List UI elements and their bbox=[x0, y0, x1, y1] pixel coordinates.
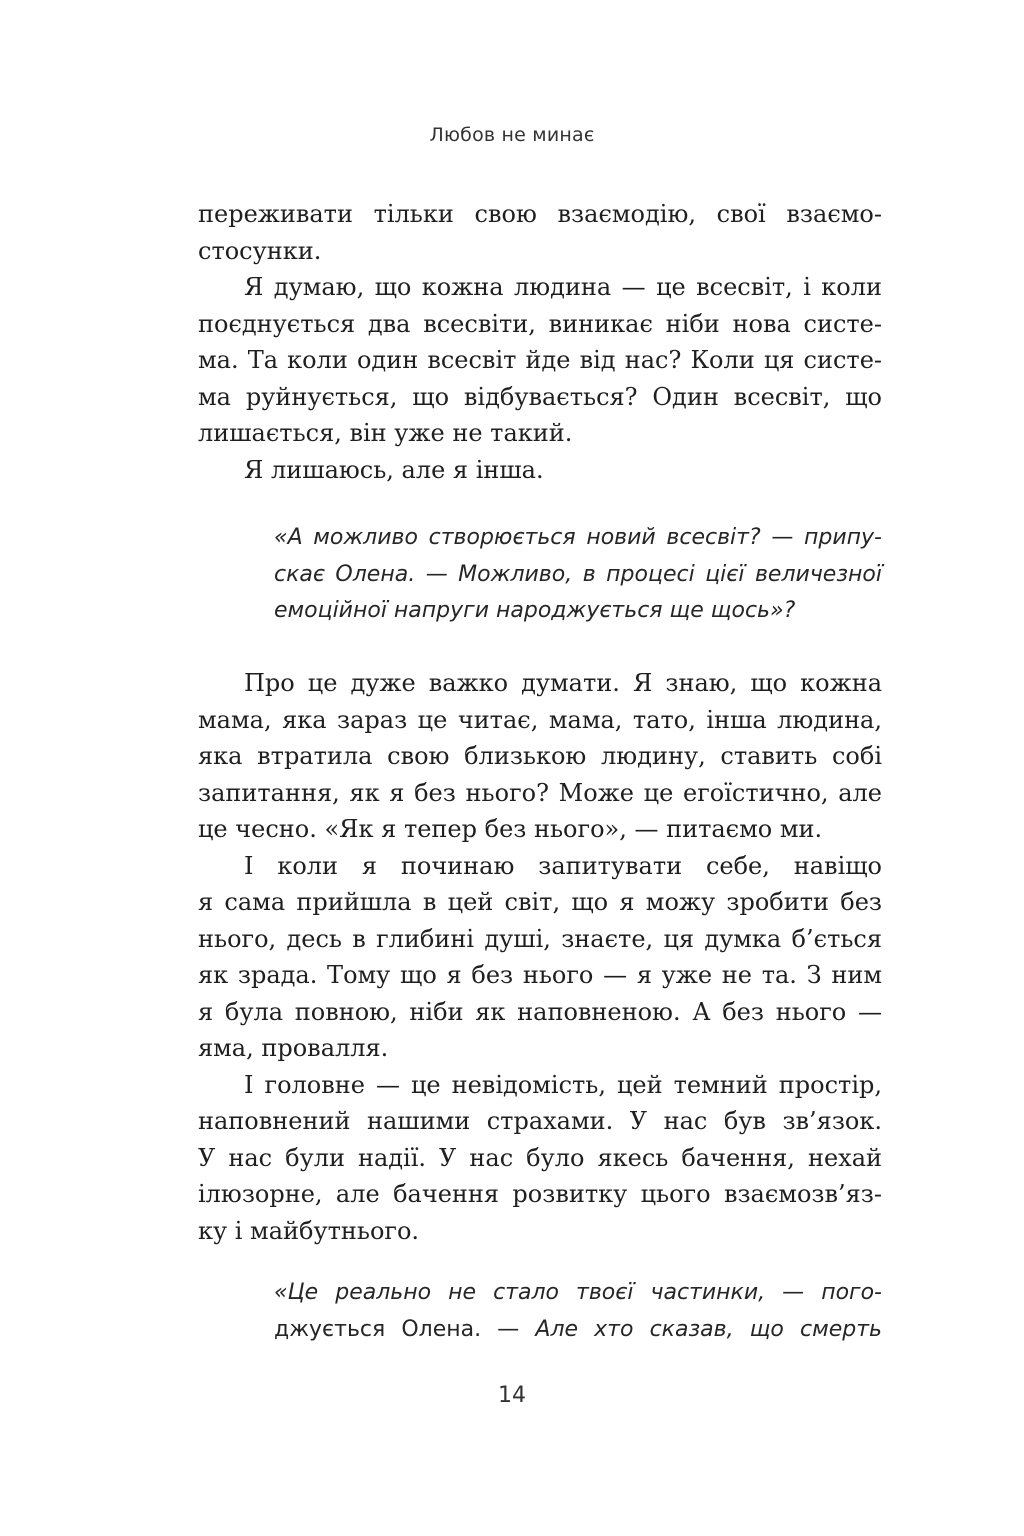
text-line: стосунки. bbox=[198, 236, 322, 265]
text-line: як зрада. Тому що я без нього — я уже не та. З ним bbox=[198, 961, 882, 989]
text-line: ку і майбутнього. bbox=[198, 1216, 420, 1245]
page-number: 14 bbox=[498, 1383, 526, 1408]
body-text-block-2 bbox=[198, 665, 882, 1249]
running-header: Любов не минає bbox=[429, 124, 595, 146]
text-line: Я думаю, що кожна людина — це всесвіт, і коли bbox=[244, 273, 882, 301]
text-line: це чесно. «Як я тепер без нього», — питаємо ми. bbox=[198, 815, 823, 843]
quote-block-2 bbox=[274, 1275, 882, 1348]
text-line: переживати тільки свою взаємодію, свої взаємо- bbox=[198, 200, 882, 228]
text-line: поєднується два всесвіти, виникає ніби нова систе- bbox=[198, 309, 882, 338]
quote-line: «А можливо створюється новий всесвіт? — припу- bbox=[274, 525, 882, 550]
text-line: І коли я починаю запитувати себе, навіщо bbox=[244, 851, 882, 880]
text-line: ма руйнується, що відбувається? Один всесвіт, що bbox=[198, 382, 882, 411]
text-line: яма, провалля. bbox=[198, 1034, 389, 1062]
text-line: яка втратила свою близькою людину, ставить собі bbox=[198, 742, 882, 770]
text-line: нього, десь в глибині душі, знаєте, ця думка б’ється bbox=[198, 924, 882, 953]
text-line: Про це дуже важко думати. Я знаю, що кожна bbox=[244, 669, 882, 697]
quote-line: скає Олена. — Можливо, в процесі цієї величезної bbox=[274, 561, 882, 587]
text-line: ілюзорне, але бачення розвитку цього взаємозв’яз- bbox=[198, 1180, 882, 1208]
quote-attribution: джується Олена. — bbox=[274, 1316, 536, 1342]
quote-line bbox=[274, 1312, 882, 1349]
text-line: ма. Та коли один всесвіт йде від нас? Коли ця систе- bbox=[198, 346, 882, 374]
quote-continuation: Але хто сказав, що смерть bbox=[535, 1316, 882, 1342]
text-line: наповнений нашими страхами. У нас був зв’язок. bbox=[198, 1107, 882, 1135]
text-line: я була повною, ніби як наповненою. А без нього — bbox=[198, 997, 882, 1026]
body-text-block-1 bbox=[198, 196, 882, 488]
text-line: мама, яка зараз це читає, мама, тато, інша людина, bbox=[198, 705, 882, 734]
text-line: Я лишаюсь, але я інша. bbox=[244, 455, 544, 484]
quote-block-1 bbox=[274, 520, 882, 630]
text-line: лишається, він уже не такий. bbox=[198, 419, 573, 447]
quote-line: «Це реально не стало твоєї частинки, — пого- bbox=[274, 1280, 882, 1305]
text-line: І головне — це невідомість, цей темний простір, bbox=[244, 1070, 882, 1099]
text-line: У нас були надії. У нас було якесь бачення, нехай bbox=[198, 1143, 882, 1172]
quote-line: емоційної напруги народжується ще щось»? bbox=[274, 598, 796, 623]
text-line: я сама прийшла в цей світ, що я можу зробити без bbox=[198, 888, 882, 916]
text-line: запитання, як я без нього? Може це егоїстично, але bbox=[198, 778, 882, 807]
